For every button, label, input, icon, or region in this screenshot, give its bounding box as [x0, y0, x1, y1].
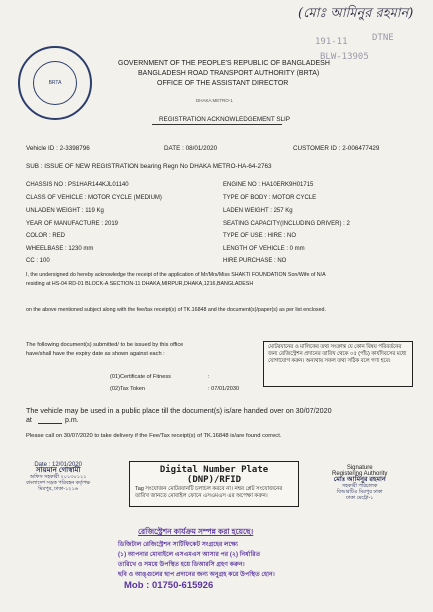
- stamp-line-3: অফিস সহকারী ২০১৩০১১১: [29, 474, 87, 480]
- doc-title-underline: [152, 124, 282, 125]
- stamp-line-5: মিরপুর, ঢাকা-১২১৬: [38, 486, 79, 492]
- header-line-4: DHAKA METRO-1: [196, 98, 233, 103]
- detail-hire-purchase: HIRE PURCHASE : NO: [223, 258, 287, 264]
- dnp-body: Tag সংযোজন মোটরযানটি চলাচল করবে না। নম্বর প্লেট সংযোজনের তারিখ জানতে মোবাইল ফোনে এসএমএস এর অপেক্ষা করুন।: [135, 486, 283, 499]
- handwritten-note-2: DTNE: [372, 33, 394, 43]
- handwritten-note-3: BLW-13905: [320, 52, 369, 62]
- time-blank: [38, 423, 62, 424]
- issue-date: DATE : 08/01/2020: [164, 145, 218, 152]
- authority-line-3: সহকারী পরিচালক: [341, 483, 378, 489]
- completion-stamp-mobile: Mob : 01750-615926: [124, 580, 214, 591]
- detail-length-of-vehicle: LENGTH OF VEHICLE : 0 mm: [223, 246, 305, 252]
- pm-label: p.m.: [65, 417, 79, 424]
- header-line-1: GOVERNMENT OF THE PEOPLE'S REPUBLIC OF BANGLADESH: [118, 60, 330, 67]
- detail-engine-no: ENGINE NO : HA10ERK9H01715: [223, 182, 314, 188]
- registering-authority-stamp: [332, 465, 387, 501]
- ack-line-2: residing at HS-04 RD-01 BLOCK-A SECTION-11 DHAKA,MIRPUR,DHAKA,1216,BANGLADESH: [26, 281, 254, 287]
- handwritten-note-1: 191-11: [315, 37, 348, 47]
- customer-id: CUSTOMER ID : 2-006477429: [293, 145, 380, 152]
- doc-item-fitness-sep: :: [208, 374, 210, 380]
- brta-logo-text: BRTA: [33, 61, 77, 105]
- authority-line-4: বিআরটিএ মিরপুর ঢাকা: [336, 489, 383, 495]
- completion-stamp-line-5: ছবি ও আঙ্গুলের ছাপ প্রদানের জন্য অনুগ্রহ করে উপস্থিত হোন।: [118, 571, 275, 578]
- office-assistant-stamp: [26, 462, 90, 492]
- completion-stamp-line-3: (১) আপনার মোবাইলে এসএমএস আসার পর (২) নির্ধারিত: [118, 551, 261, 558]
- detail-year-of-manufacture: YEAR OF MANUFACTURE : 2019: [26, 221, 119, 227]
- completion-stamp-line-2: ডিজিটাল রেজিস্ট্রেশন সার্টিফিকেট সংগ্রহের লক্ষ্যে: [118, 541, 238, 548]
- stamp-line-4: বাংলাদেশ সড়ক পরিবহন কর্তৃপক্ষ: [26, 480, 91, 486]
- brta-logo: [18, 46, 92, 120]
- dnp-notice-box: [129, 461, 299, 507]
- doc-item-tax-token-expiry: : 07/01/2030: [208, 386, 240, 392]
- dnp-title: Digital Number Plate (DNP)/RFID: [159, 465, 269, 485]
- header-line-2: BANGLADESH ROAD TRANSPORT AUTHORITY (BRTA): [138, 70, 320, 77]
- delivery-line: Please call on 30/07/2020 to take delivery if the Fee/Tax receipt(s) of TK.16848 is/are found correct.: [26, 433, 282, 439]
- completion-stamp-line-4: তারিখে ও সময়ে উপস্থিত হয়ে ডিআরসি গ্রহণ করুন।: [118, 561, 245, 568]
- authority-line-5: ঢাকা মেট্রো-১: [346, 495, 374, 501]
- doc-item-fitness: (01)Certificate of Fitness: [110, 374, 171, 380]
- ack-line-3: on the above mentioned subject along with the fee/tax receipt(s) of TK.16848 and the document(s)/paper(s) as per list enclosed.: [26, 307, 326, 313]
- authority-name: মোঃ আমিনুর রহমান: [333, 476, 386, 483]
- registering-authority-label: Registering Authority: [332, 471, 388, 477]
- bengali-notice-box: মোটরযানের ও মালিকের তথ্য সংক্রান্ত যে কোন বিষয় পরিবর্তনের জন্য রেজিস্ট্রেশন প্রদানের তারিখ থেকে ০৫ (পাঁচ) কার্যদিবসের মধ্যে যোগাযোগ করুন। অন্যথায় সকল তথ্য সঠিক বলে গণ্য হবে।: [263, 341, 413, 387]
- stamp-date: Date : 12/01/2020: [34, 462, 83, 468]
- public-place-line: The vehicle may be used in a public place till the document(s) is/are handed over on 30/07/2020: [26, 406, 332, 415]
- ack-line-1: I, the undersigned do hereby acknowledge the receipt of the application of Mr/Mrs/Miss SHAKTI FOUNDATION Son/Wife of N/A: [26, 272, 326, 278]
- detail-cc: CC : 100: [26, 258, 50, 264]
- docs-intro-2: have/shall have the expiry date as shown against each :: [26, 351, 165, 357]
- detail-color: COLOR : RED: [26, 233, 66, 239]
- signature-label: Signature: [346, 465, 373, 471]
- doc-title: REGISTRATION ACKNOWLEDGEMENT SLIP: [159, 116, 290, 123]
- at-label: at: [26, 417, 32, 424]
- detail-unladen-weight: UNLADEN WEIGHT : 119 Kg: [26, 208, 104, 214]
- detail-laden-weight: LADEN WEIGHT : 257 Kg: [223, 208, 293, 214]
- detail-class-of-vehicle: CLASS OF VEHICLE : MOTOR CYCLE (MEDIUM): [26, 195, 162, 201]
- detail-type-of-use: TYPE OF USE : HIRE : NO: [223, 233, 297, 239]
- subject-line: SUB : ISSUE OF NEW REGISTRATION bearing Regn No DHAKA METRO-HA-64-2763: [26, 163, 272, 170]
- docs-intro-1: The following document(s) submitted/ to be issued by this office: [26, 342, 184, 348]
- detail-type-of-body: TYPE OF BODY : MOTOR CYCLE: [223, 195, 317, 201]
- vehicle-id: Vehicle ID : 2-3398796: [26, 145, 90, 152]
- stamp-name: সায়মান গোস্বামী: [35, 467, 81, 474]
- detail-wheelbase: WHEELBASE : 1230 mm: [26, 246, 94, 252]
- header-line-3: OFFICE OF THE ASSISTANT DIRECTOR: [157, 80, 289, 87]
- detail-seating-capacity: SEATING CAPACITY(INCLUDING DRIVER) : 2: [223, 221, 350, 227]
- doc-item-tax-token: (02)Tax Token: [110, 386, 146, 392]
- handwritten-name: (মোঃ আমিনুর রহমান): [298, 6, 414, 21]
- detail-chassis-no: CHASSIS NO : PS1HAR144KJL01140: [26, 182, 129, 188]
- completion-stamp-title: রেজিস্ট্রেশন কার্যক্রম সম্পন্ন করা হয়েছে।: [138, 527, 254, 536]
